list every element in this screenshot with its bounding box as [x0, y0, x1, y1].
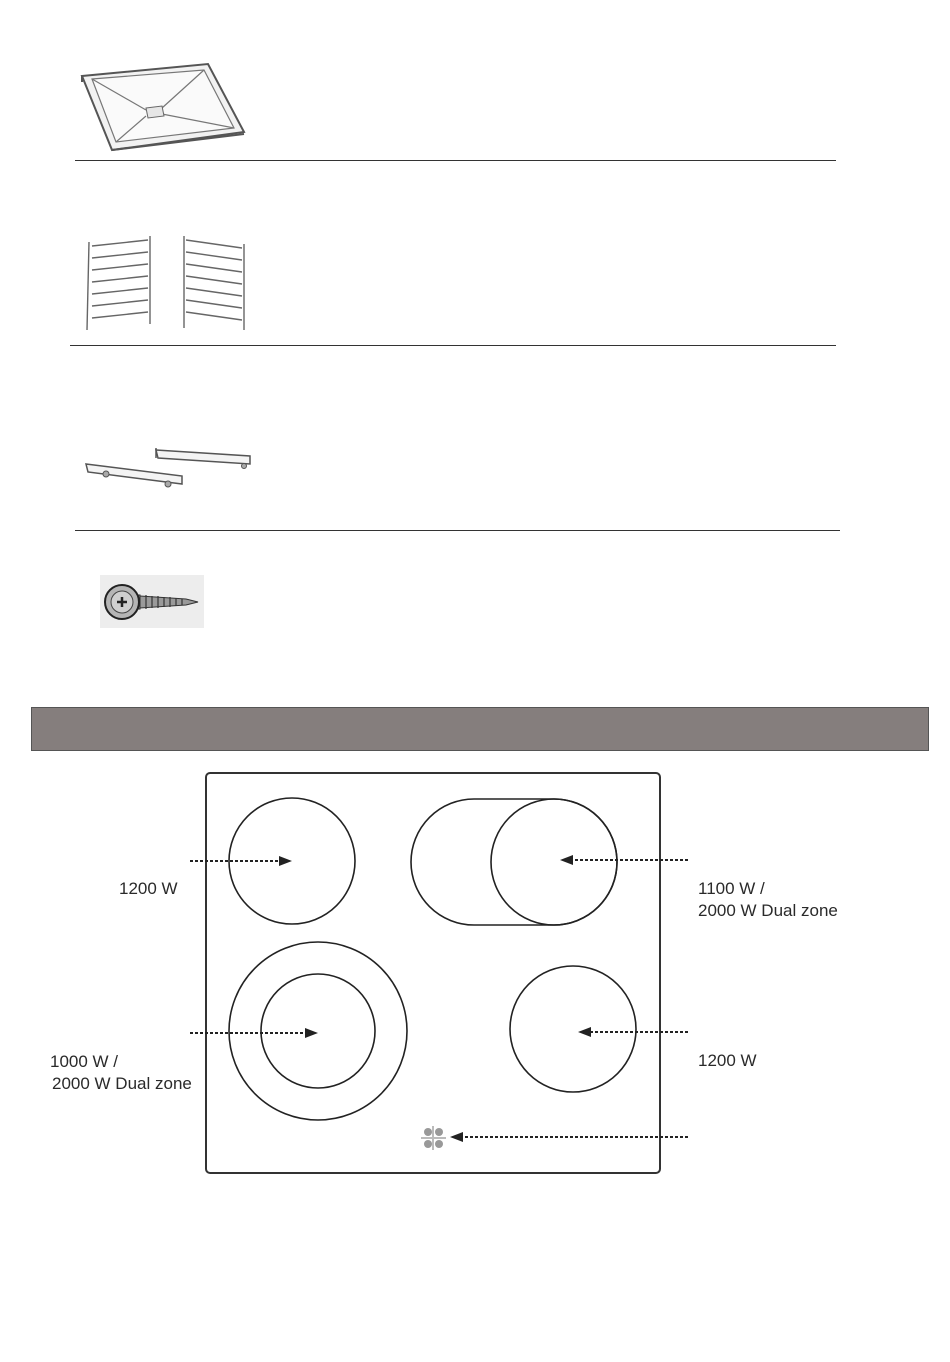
- cooking-zone-top-right-extension: [411, 799, 617, 925]
- cooking-zone-top-right: [491, 799, 617, 925]
- power-label-top-right-line2: 2000 W Dual zone: [698, 901, 838, 920]
- power-label-bottom-left-line1: 1000 W /: [50, 1052, 119, 1071]
- cooking-zone-bottom-left-inner: [261, 974, 375, 1088]
- power-label-top-left: 1200 W: [119, 879, 178, 898]
- power-label-bottom-right: 1200 W: [698, 1051, 757, 1070]
- touch-control-icon: [421, 1126, 446, 1150]
- cooking-zone-bottom-left-outer: [229, 942, 407, 1120]
- hob-outline: [206, 773, 660, 1173]
- power-label-top-right-line1: 1100 W /: [698, 879, 765, 898]
- cooking-zone-bottom-right: [510, 966, 636, 1092]
- power-label-bottom-left-line2: 2000 W Dual zone: [52, 1074, 192, 1093]
